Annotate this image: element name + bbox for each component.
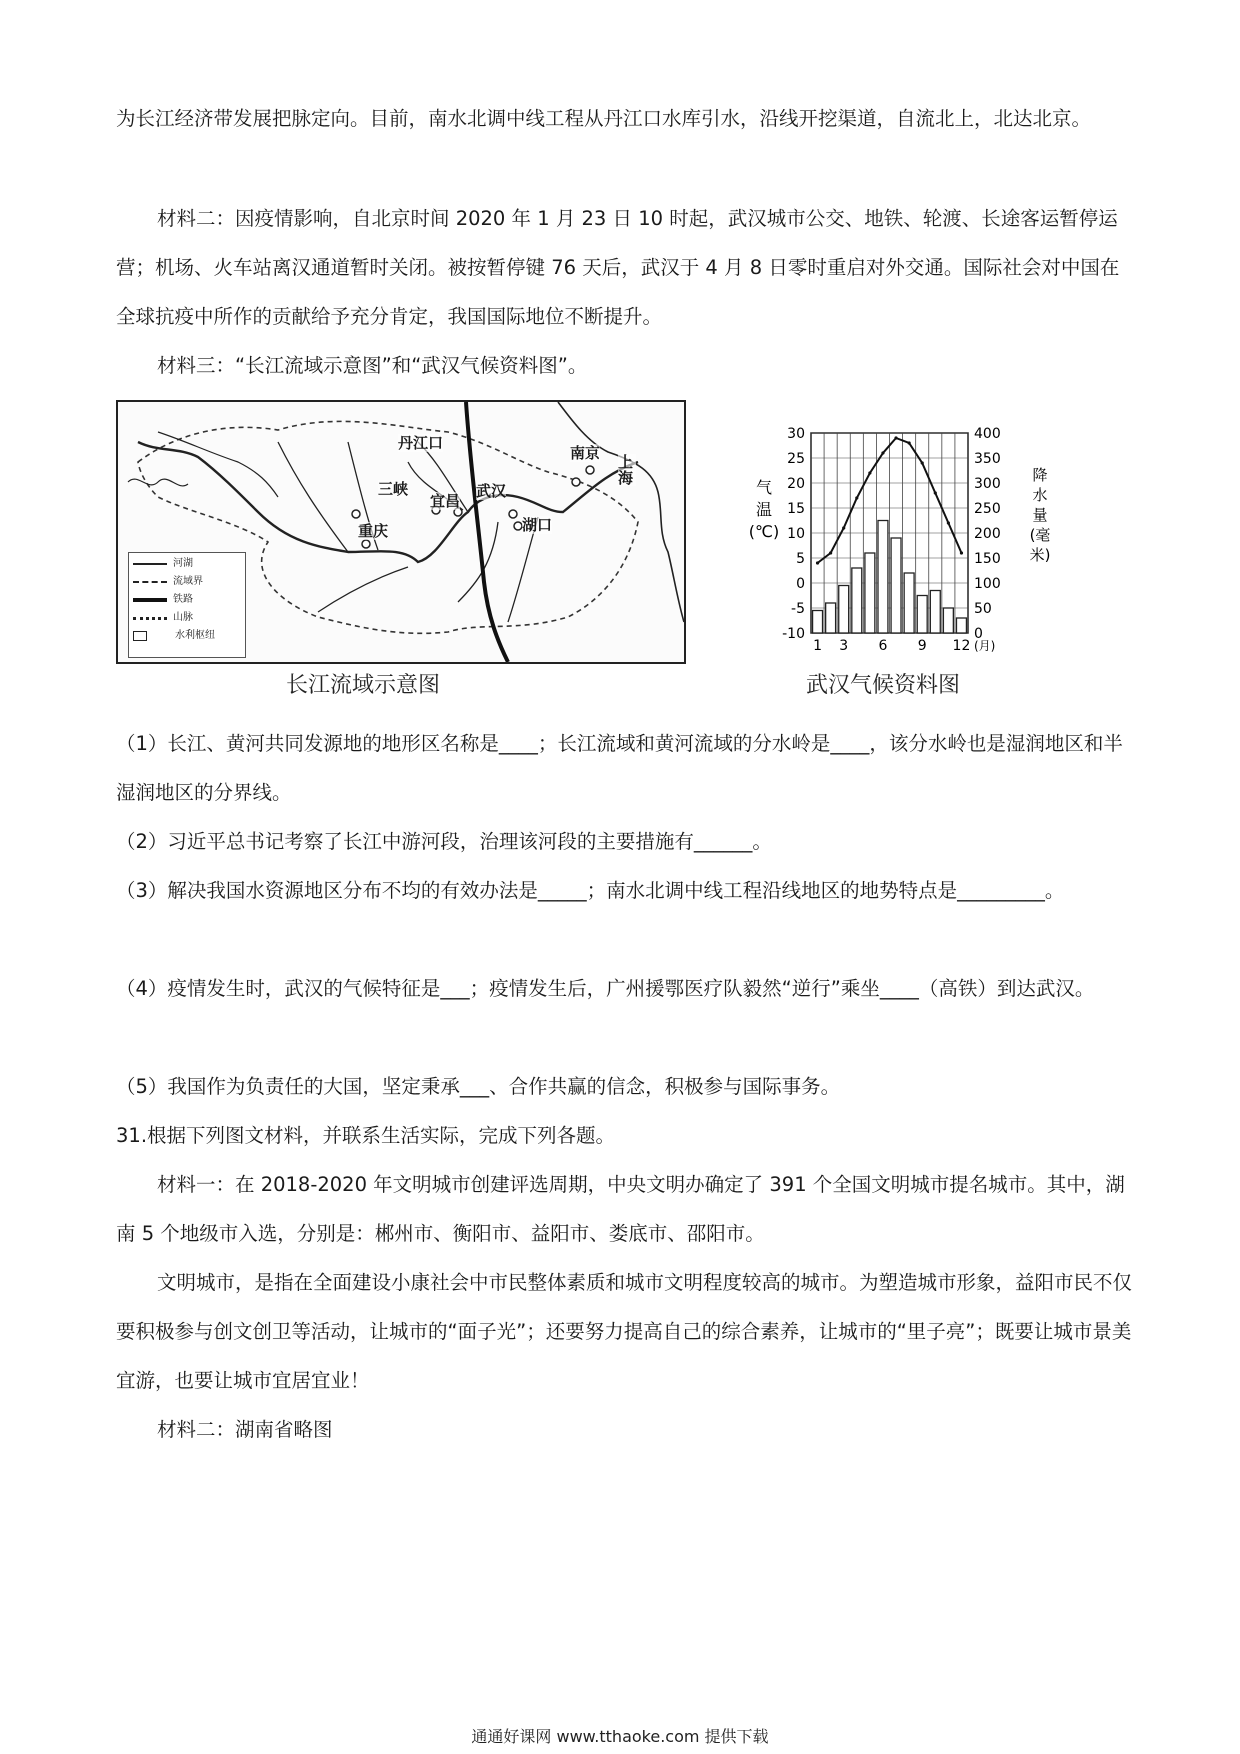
river-symbol-icon (133, 563, 167, 565)
left-tick-label: 10 (787, 526, 805, 542)
temperature-point (934, 491, 937, 494)
right-tick-label: 0 (974, 626, 983, 642)
precipitation-bar (904, 573, 914, 633)
temperature-point (868, 471, 871, 474)
city-label-yichang: 宜昌 (430, 492, 461, 510)
temperature-point (960, 551, 963, 554)
legend-item-hydro: 水利枢纽 (133, 627, 241, 645)
right-axis-label: 水 (1032, 486, 1048, 504)
right-tick-label: 300 (974, 476, 1001, 492)
question-2: （2）习近平总书记考察了长江中游河段，治理该河段的主要措施有______。 (116, 830, 772, 853)
left-tick-label: 5 (796, 551, 805, 567)
temperature-point (855, 496, 858, 499)
mountain-symbol-icon (133, 617, 167, 620)
question-3: （3）解决我国水资源地区分布不均的有效办法是_____；南水北调中线工程沿线地区的地势特点是_________。 (116, 879, 1065, 902)
left-tick-label: 30 (787, 426, 805, 442)
left-axis-label: (℃) (748, 522, 780, 541)
map-legend (128, 552, 246, 658)
city-label-shanghai: 上海 (618, 454, 636, 486)
precipitation-bar (852, 568, 862, 633)
city-label-nanjing: 南京 (570, 444, 601, 462)
yangtze-basin-map (116, 400, 686, 664)
left-axis-label: 温 (755, 500, 773, 519)
temperature-point (894, 436, 897, 439)
legend-item-mountain: 山脉 (133, 609, 241, 627)
left-tick-label: 15 (787, 501, 805, 517)
figure-area (116, 398, 1136, 708)
paragraph-31-material-1: 材料一：在 2018-2020 年文明城市创建评选周期，中央文明办确定了 391 个全国文明城市提名城市。其中，湖南 5 个地级市入选，分别是：郴州市、衡阳市、益阳市、娄底市、邵阳市。 (116, 1173, 1125, 1245)
x-tick-label: 9 (917, 638, 927, 654)
right-axis-label: 米) (1029, 546, 1051, 564)
question-31: 31.根据下列图文材料，并联系生活实际，完成下列各题。 (116, 1124, 616, 1147)
dam-symbol-icon (133, 631, 147, 641)
right-tick-label: 250 (974, 501, 1001, 517)
precipitation-bar (956, 618, 966, 633)
question-4: （4）疫情发生时，武汉的气候特征是___；疫情发生后，广州援鄂医疗队毅然“逆行”乘坐____（高铁）到达武汉。 (116, 977, 1095, 1000)
paragraph-material-2: 材料二：因疫情影响，自北京时间 2020 年 1 月 23 日 10 时起，武汉城市公交、地铁、轮渡、长途客运暂停运营；机场、火车站离汉通道暂时关闭。被按暂停键 76 天后，武汉于 4 月 8 日零时重启对外交通。国际社会对中国在全球抗疫中所作的贡献给予充分肯定，我国国际地位不断提升。 (116, 207, 1120, 328)
city-label-hukou: 湖口 (522, 516, 553, 534)
left-tick-label: 20 (787, 476, 805, 492)
city-label-danjiangkou: 丹江口 (398, 434, 444, 452)
page-footer: 通通好课网 www.tthaoke.com 提供下载 (471, 1727, 769, 1746)
x-tick-label: 1 (813, 638, 823, 654)
right-tick-label: 400 (974, 426, 1001, 442)
right-axis-label: 量 (1032, 506, 1048, 524)
city-label-wuhan: 武汉 (476, 482, 507, 500)
precipitation-bar (917, 596, 927, 634)
x-tick-label: 3 (839, 638, 849, 654)
paragraph-31-material-1b: 文明城市，是指在全面建设小康社会中市民整体素质和城市文明程度较高的城市。为塑造城市形象，益阳市民不仅要积极参与创文创卫等活动，让城市的“面子光”；还要努力提高自己的综合素养，让城市的“里子亮”；既要让城市景美宜游，也要让城市宜居宜业！ (116, 1271, 1133, 1392)
right-tick-label: 100 (974, 576, 1001, 592)
temperature-point (829, 551, 832, 554)
precipitation-bar (839, 586, 849, 634)
temperature-point (921, 461, 924, 464)
temperature-point (816, 561, 819, 564)
x-tick-label: 12 (952, 638, 971, 654)
map-caption: 长江流域示意图 (286, 673, 441, 698)
railway-symbol-icon (133, 598, 167, 602)
left-axis-label: 气 (755, 478, 773, 497)
boundary-symbol-icon (133, 581, 167, 583)
precipitation-bar (930, 591, 940, 634)
paragraph-intro: 为长江经济带发展把脉定向。目前，南水北调中线工程从丹江口水库引水，沿线开挖渠道，自流北上，北达北京。 (116, 107, 1092, 130)
precipitation-bar (865, 553, 875, 633)
legend-item-railway: 铁路 (133, 591, 241, 609)
right-tick-label: 150 (974, 551, 1001, 567)
right-tick-label: 350 (974, 451, 1001, 467)
temperature-point (842, 526, 845, 529)
legend-item-boundary: 流域界 (133, 573, 241, 591)
left-tick-label: 0 (796, 576, 805, 592)
precipitation-bar (891, 538, 901, 633)
x-unit-label: (月) (974, 639, 996, 653)
precipitation-bar (943, 608, 953, 633)
right-axis-label: 降 (1032, 466, 1048, 484)
left-tick-label: -5 (791, 601, 805, 617)
right-axis-label: (毫 (1029, 526, 1051, 544)
left-tick-label: -10 (782, 626, 805, 642)
paragraph-31-material-2: 材料二：湖南省略图 (157, 1418, 333, 1441)
city-label-chongqing: 重庆 (358, 522, 389, 540)
city-label-sanxia: 三峡 (378, 480, 409, 498)
question-1: （1）长江、黄河共同发源地的地形区名称是____；长江流域和黄河流域的分水岭是____，该分水岭也是湿润地区和半湿润地区的分界线。 (116, 732, 1123, 804)
precipitation-bar (826, 603, 836, 633)
legend-item-river: 河湖 (133, 555, 241, 573)
right-tick-label: 200 (974, 526, 1001, 542)
precipitation-bar (878, 521, 888, 634)
paragraph-material-3: 材料三：“长江流域示意图”和“武汉气候资料图”。 (157, 354, 588, 377)
question-5: （5）我国作为负责任的大国，坚定秉承___、合作共赢的信念，积极参与国际事务。 (116, 1075, 841, 1098)
x-tick-label: 6 (878, 638, 888, 654)
temperature-point (908, 441, 911, 444)
chart-caption: 武汉气候资料图 (806, 673, 961, 698)
right-tick-label: 50 (974, 601, 992, 617)
wuhan-climate-chart (736, 398, 1066, 668)
temperature-point (947, 521, 950, 524)
temperature-point (881, 451, 884, 454)
left-tick-label: 25 (787, 451, 805, 467)
precipitation-bar (813, 611, 823, 634)
